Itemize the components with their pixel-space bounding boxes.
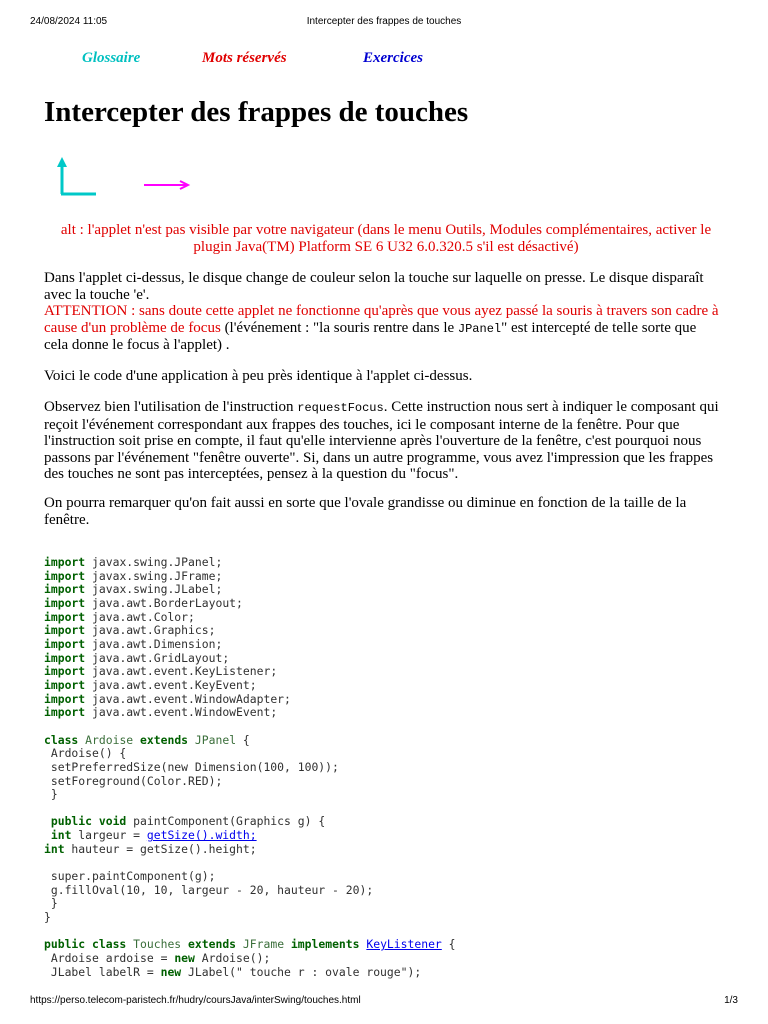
import-path: java.awt.event.WindowAdapter; — [92, 691, 291, 706]
import-line — [44, 623, 215, 637]
parent-class: JFrame — [242, 937, 285, 952]
import-keyword: import — [44, 636, 86, 651]
code-line: } — [44, 896, 58, 911]
class-name: Touches — [133, 937, 182, 952]
class-name: Ardoise — [85, 732, 134, 747]
import-line — [44, 610, 195, 624]
parent-class: JPanel — [194, 732, 237, 747]
int-keyword: int — [44, 841, 65, 856]
print-url: https://perso.telecom-paristech.fr/hudry/coursJava/interSwing/touches.html — [30, 995, 361, 1006]
public-class-keyword: public class — [44, 937, 127, 952]
import-line — [44, 582, 222, 596]
right-arrow-icon — [144, 181, 188, 189]
import-path: java.awt.GridLayout; — [92, 650, 230, 665]
hauteur-line — [44, 842, 257, 856]
extends-keyword: extends — [188, 937, 237, 952]
nav-link-mots-reserves[interactable]: Mots réservés — [202, 50, 287, 66]
import-line — [44, 664, 277, 678]
field-decl: JLabel labelR = — [44, 964, 161, 979]
focus-text-after: . Cette instruction nous sert à indiquer le composant qui reçoit l'événement correspondant aux frappes des touches, ici le composant interne de la fenêtre. Pour que l'instruction soit prise en compte, il faut qu'elle intervienne après l'ouverture de la fenêtre, c'est pourquoi nous passons par l'événement "fenêtre ouverte". Si, dans un autre programme, vous avez l'impression que les frappes des touches ne sont pas interceptées, pensez à la question du "focus". — [44, 399, 719, 482]
import-path: java.awt.Graphics; — [92, 623, 216, 638]
code-line: setPreferredSize(new Dimension(100, 100)); — [44, 759, 339, 774]
ardoise-field-line — [44, 951, 270, 965]
class-keyword: class — [44, 732, 79, 747]
import-path: java.awt.event.KeyEvent; — [92, 677, 257, 692]
import-path: javax.swing.JPanel; — [92, 555, 223, 569]
import-path: javax.swing.JFrame; — [92, 568, 223, 583]
applet-axes-illustration — [44, 150, 204, 200]
java-code-block — [44, 556, 456, 979]
intro-text: Dans l'applet ci-dessus, le disque change de couleur selon la touche sur laquelle on presse. Le disque disparaît avec la touche 'e'. — [44, 270, 704, 303]
import-line — [44, 596, 243, 610]
field-decl: Ardoise ardoise = — [44, 951, 175, 966]
import-path: java.awt.Color; — [92, 609, 195, 624]
event-note-b: " est intercepté de telle sorte que cela donne le focus à l'applet) . — [44, 319, 697, 353]
import-keyword: import — [44, 705, 86, 720]
import-keyword: import — [44, 595, 86, 610]
constructor-call: JLabel(" touche r : ovale rouge"); — [181, 964, 422, 979]
import-keyword: import — [44, 582, 86, 597]
import-keyword: import — [44, 555, 86, 569]
import-keyword: import — [44, 664, 86, 679]
getsize-width-link[interactable]: getSize().width; — [146, 828, 257, 843]
constructor-call: Ardoise(); — [194, 951, 271, 966]
import-line — [44, 637, 222, 651]
code-line: g.fillOval(10, 10, largeur - 20, hauteur - 20); — [44, 882, 374, 897]
method-signature: paintComponent(Graphics g) { — [126, 814, 326, 829]
attention-warning: ATTENTION : sans doute cette applet ne fonctionne qu'après que vous ayez passé la souris à travers son cadre à cause d'un problème de focus — [44, 303, 719, 336]
import-line — [44, 678, 257, 692]
import-path: java.awt.event.KeyListener; — [92, 664, 278, 679]
import-keyword: import — [44, 609, 86, 624]
brace: { — [441, 937, 456, 952]
import-line — [44, 692, 291, 706]
print-datetime: 24/08/2024 11:05 — [30, 16, 108, 27]
applet-alt-message: alt : l'applet n'est pas visible par votre navigateur (dans le menu Outils, Modules complémentaires, activer le plugin Java(TM) Platform SE 6 U32 6.0.320.5 s'il est désactivé) — [60, 222, 712, 255]
import-path: javax.swing.JLabel; — [92, 582, 223, 597]
public-void-keyword: public void — [44, 814, 127, 829]
brace: { — [236, 732, 250, 747]
vertical-axis-arrow-icon — [57, 157, 67, 194]
resize-paragraph: On pourra remarquer qu'on fait aussi en sorte que l'ovale grandisse ou diminue en fonction de la taille de la fenêtre. — [44, 495, 687, 528]
nav-link-glossaire[interactable]: Glossaire — [82, 50, 141, 66]
print-title: Intercepter des frappes de touches — [306, 16, 462, 27]
code-line: setForeground(Color.RED); — [44, 773, 223, 788]
code-intro-paragraph: Voici le code d'une application à peu près identique à l'applet ci-dessus. — [44, 368, 473, 384]
code-line: super.paintComponent(g); — [44, 869, 216, 884]
import-keyword: import — [44, 691, 86, 706]
event-note-a: (l'événement : "la souris rentre dans le — [220, 319, 458, 336]
label-field-line — [44, 965, 421, 979]
print-page-number: 1/3 — [724, 995, 738, 1006]
focus-paragraph — [44, 399, 720, 483]
import-path: java.awt.event.WindowEvent; — [92, 705, 278, 720]
jpanel-inline-code: JPanel — [457, 321, 502, 336]
import-keyword: import — [44, 568, 86, 583]
requestfocus-inline-code: requestFocus — [297, 401, 384, 415]
import-line — [44, 569, 222, 583]
import-block — [44, 555, 291, 719]
import-line — [44, 651, 229, 665]
nav-link-exercices[interactable]: Exercices — [363, 50, 423, 66]
extends-keyword: extends — [140, 732, 189, 747]
ardoise-class-decl — [44, 733, 250, 747]
largeur-line — [44, 828, 257, 842]
implements-keyword: implements — [290, 937, 360, 952]
intro-paragraph — [44, 270, 720, 354]
import-path: java.awt.Dimension; — [92, 636, 223, 651]
import-keyword: import — [44, 677, 86, 692]
import-keyword: import — [44, 623, 86, 638]
code-line: } — [44, 787, 58, 802]
paint-method-signature — [44, 814, 325, 828]
assignment: largeur = — [71, 828, 147, 843]
new-keyword: new — [160, 964, 182, 979]
import-line — [44, 705, 277, 719]
assignment: hauteur = getSize().height; — [64, 841, 257, 856]
page-title: Intercepter des frappes de touches — [44, 96, 469, 128]
code-line: Ardoise() { — [44, 746, 127, 761]
new-keyword: new — [174, 951, 195, 966]
code-line: } — [44, 910, 51, 925]
keylistener-link[interactable]: KeyListener — [366, 937, 442, 952]
touches-class-decl — [44, 937, 456, 951]
import-keyword: import — [44, 650, 86, 665]
focus-text-before: Observez bien l'utilisation de l'instruction — [44, 399, 298, 415]
import-line — [44, 555, 222, 569]
import-path: java.awt.BorderLayout; — [92, 595, 243, 610]
int-keyword: int — [44, 828, 72, 843]
